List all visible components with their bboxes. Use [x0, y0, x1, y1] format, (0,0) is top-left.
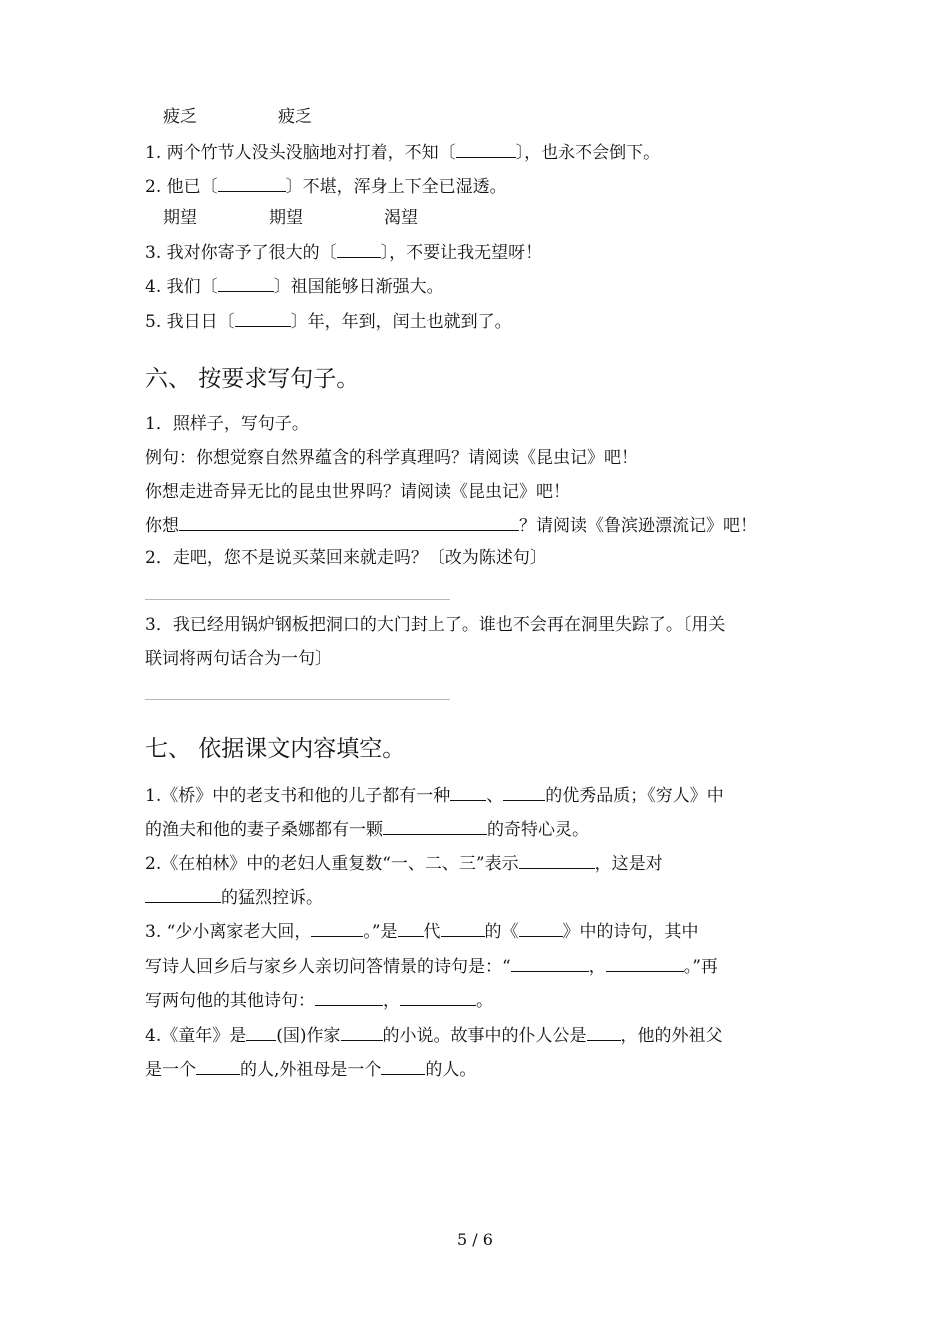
- section6-q3-line2: 联词将两句话合为一句〕: [145, 649, 332, 669]
- q3-text-a: 3. “少小离家老大回，: [145, 922, 312, 942]
- section7-heading: 七、 依据课文内容填空。: [145, 736, 406, 762]
- fill-blank[interactable]: [235, 309, 291, 327]
- fill-blank[interactable]: [246, 1023, 276, 1041]
- fill-item-4-tail: 〕祖国能够日渐强大。: [273, 277, 444, 297]
- section7-q4-line1: [145, 1023, 723, 1048]
- fill-item-2-tail: 〕不堪，浑身上下全已湿透。: [285, 177, 507, 197]
- q1-text-e: 的奇特心灵。: [487, 820, 589, 840]
- fill-item-1-tail: 〕，也永不会倒下。: [515, 143, 661, 163]
- answer-line[interactable]: [145, 599, 450, 600]
- q4-text-f: 的人,外祖母是一个: [240, 1060, 382, 1080]
- fill-blank[interactable]: [456, 140, 516, 158]
- fill-item-4: [145, 274, 444, 299]
- section6-example2: 你想走进奇异无比的昆虫世界吗？请阅读《昆虫记》吧！: [145, 482, 570, 502]
- fill-item-1: [145, 140, 660, 165]
- word-option-5: 渴望: [384, 208, 418, 228]
- q2-text-c: 的猛烈控诉。: [221, 888, 323, 908]
- fill-item-5-text: 5. 我日日〔: [145, 312, 235, 332]
- word-option-2: 疲乏: [278, 107, 312, 127]
- section7-q1-line2: [145, 817, 589, 842]
- section7-q2-line2: [145, 885, 323, 910]
- q1-text-d: 的渔夫和他的妻子桑娜都有一颗: [145, 820, 383, 840]
- fill-blank[interactable]: [383, 817, 487, 835]
- section7-q4-line2: [145, 1057, 476, 1082]
- q4-text-c: 的小说。故事中的仆人公是: [382, 1026, 587, 1046]
- fill-blank[interactable]: [587, 1023, 621, 1041]
- section6-fill-pre: 你想: [145, 516, 179, 536]
- q4-text-d: ，他的外祖父: [620, 1026, 723, 1046]
- section6-q1: 1．照样子，写句子。: [145, 414, 309, 434]
- fill-blank[interactable]: [441, 919, 485, 937]
- word-option-1: 疲乏: [163, 107, 197, 127]
- q4-text-e: 是一个: [145, 1060, 196, 1080]
- q1-text-a: 1.《桥》中的老支书和他的儿子都有一种: [145, 786, 451, 806]
- q2-text-a: 2.《在柏林》中的老妇人重复数“一、二、三”表示: [145, 854, 519, 874]
- q3-text-c: 代: [423, 922, 441, 942]
- q2-text-b: ，这是对: [594, 854, 663, 874]
- fill-item-5-tail: 〕年，年到，闰土也就到了。: [290, 312, 512, 332]
- fill-blank[interactable]: [337, 240, 381, 258]
- q3-text-d: 的《: [484, 922, 519, 942]
- fill-blank[interactable]: [503, 783, 545, 801]
- q3-text-h: 。”再: [683, 957, 718, 977]
- fill-blank[interactable]: [218, 274, 274, 292]
- q3-text-f: 写诗人回乡后与家乡人亲切问答情景的诗句是：“: [145, 957, 511, 977]
- fill-blank[interactable]: [311, 919, 363, 937]
- fill-item-2-text: 2. 他已〔: [145, 177, 218, 197]
- q4-text-a: 4.《童年》是: [145, 1026, 247, 1046]
- word-option-3: 期望: [163, 208, 197, 228]
- fill-blank[interactable]: [519, 919, 563, 937]
- answer-line[interactable]: [145, 699, 450, 700]
- fill-blank[interactable]: [381, 1057, 425, 1075]
- q1-text-b: 、: [486, 786, 504, 806]
- section6-heading: 六、 按要求写句子。: [145, 366, 360, 392]
- q3-text-b: 。”是: [363, 922, 398, 942]
- answer-blank[interactable]: [179, 513, 519, 531]
- q3-text-g: ，: [588, 957, 606, 977]
- fill-item-3-text: 3. 我对你寄予了很大的〔: [145, 243, 337, 263]
- section6-fill-line: [145, 513, 757, 538]
- fill-blank[interactable]: [341, 1023, 383, 1041]
- fill-blank[interactable]: [450, 783, 486, 801]
- q3-text-i: 写两句他的其他诗句：: [145, 991, 315, 1011]
- fill-item-5: [145, 309, 512, 334]
- fill-blank[interactable]: [511, 954, 589, 972]
- fill-item-3-tail: 〕，不要让我无望呀！: [380, 243, 543, 263]
- section7-q1-line1: [145, 783, 724, 808]
- q3-text-k: 。: [476, 991, 493, 1011]
- q4-text-b: (国)作家: [276, 1026, 341, 1046]
- section7-q3-line3: [145, 988, 493, 1013]
- fill-item-3: [145, 240, 542, 265]
- fill-blank[interactable]: [218, 174, 286, 192]
- section7-q3-line2: [145, 954, 718, 979]
- q1-text-c: 的优秀品质；《穷人》中: [545, 786, 724, 806]
- page-number: 5 / 6: [457, 1230, 493, 1249]
- fill-blank[interactable]: [398, 919, 424, 937]
- fill-item-2: [145, 174, 507, 199]
- section7-q3-line1: [145, 919, 699, 944]
- section6-q3-line1: 3．我已经用锅炉钢板把洞口的大门封上了。谁也不会再在洞里失踪了。〔用关: [145, 615, 726, 635]
- section6-fill-post: ？请阅读《鲁滨逊漂流记》吧！: [519, 516, 757, 536]
- fill-blank[interactable]: [315, 988, 383, 1006]
- fill-blank[interactable]: [519, 851, 595, 869]
- q3-text-e: 》中的诗句，其中: [562, 922, 699, 942]
- section6-q2: 2．走吧，您不是说买菜回来就走吗？〔改为陈述句〕: [145, 548, 547, 568]
- fill-item-4-text: 4. 我们〔: [145, 277, 218, 297]
- fill-blank[interactable]: [145, 885, 221, 903]
- fill-blank[interactable]: [606, 954, 684, 972]
- section6-example1: 例句：你想觉察自然界蕴含的科学真理吗？请阅读《昆虫记》吧！: [145, 448, 638, 468]
- q3-text-j: ，: [383, 991, 400, 1011]
- q4-text-g: 的人。: [425, 1060, 477, 1080]
- fill-blank[interactable]: [196, 1057, 240, 1075]
- section7-q2-line1: [145, 851, 663, 876]
- fill-blank[interactable]: [400, 988, 476, 1006]
- fill-item-1-text: 1. 两个竹节人没头没脑地对打着，不知〔: [145, 143, 456, 163]
- word-option-4: 期望: [269, 208, 303, 228]
